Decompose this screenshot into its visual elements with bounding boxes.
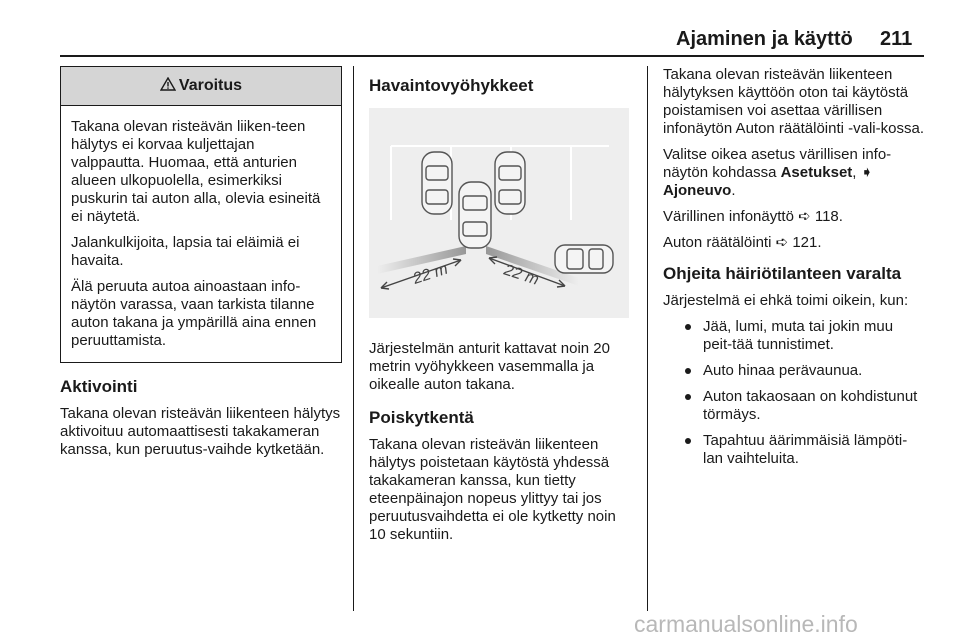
reference-page: 121 — [792, 234, 818, 251]
list-item: Tapahtuu äärimmäisiä lämpöti-lan vaihteluita. — [663, 432, 925, 468]
menu-settings-label: Asetukset — [780, 164, 853, 181]
warning-body — [61, 106, 341, 362]
page-number: 211 — [880, 28, 913, 50]
detection-caption: Järjestelmän anturit kattavat noin 20 metrin vyöhykkeen vasemmalla ja oikealle auton takana. — [369, 340, 610, 393]
middle-column — [369, 66, 635, 552]
settings-path-paragraph — [663, 146, 925, 200]
reference-color-display — [663, 208, 925, 226]
detection-heading: Havaintovyöhykkeet — [369, 76, 534, 95]
right-distance-label: 22 m — [501, 261, 541, 289]
list-item: Jää, lumi, muta tai jokin muu peit-tää tunnistimet. — [663, 318, 925, 354]
column-divider-right — [647, 66, 648, 611]
warning-paragraph: Jalankulkijoita, lapsia tai eläimiä ei havaita. — [71, 234, 300, 269]
troubleshoot-list — [663, 318, 925, 468]
menu-arrow-icon: ➧ — [860, 164, 874, 181]
reference-page: 118 — [814, 208, 839, 225]
menu-vehicle-label: Ajoneuvo — [663, 182, 732, 199]
right-column — [663, 66, 925, 476]
page-ref-arrow-icon: ➪ — [798, 208, 811, 225]
column-divider-left — [353, 66, 354, 611]
separator: , — [852, 164, 861, 181]
list-item: Auton takaosaan on kohdistunut törmäys. — [663, 388, 925, 424]
watermark: carmanualsonline.info — [634, 611, 858, 637]
period: . — [838, 208, 843, 225]
left-column — [60, 66, 342, 467]
chapter-title: Ajaminen ja käyttö — [676, 28, 853, 50]
warning-paragraph: Takana olevan risteävän liiken-teen hälytys ei korvaa kuljettajan valppautta. Huomaa, että anturien alueen ulkopuolella, esimerkiksi puskurin tai auton alla, olevia esineitä ei näytetä. — [71, 118, 321, 225]
deactivation-text: Takana olevan risteävän liikenteen hälytys poistetaan käytöstä yhdessä takakameran kanssa, kun tietty eteenpäinajon nopeus ylittyy tai jos peruutusvaihdetta ei ole kytketty noin 10 sekuntiin. — [369, 436, 616, 543]
page-ref-arrow-icon: ➪ — [775, 234, 789, 251]
activation-text: Takana olevan risteävän liikenteen hälytys aktivoituu automaattisesti takakameran kanssa, kun peruutus-vaihde kytketään. — [60, 405, 341, 458]
troubleshoot-intro: Järjestelmä ei ehkä toimi oikein, kun: — [663, 292, 909, 309]
activation-heading: Aktivointi — [60, 377, 138, 396]
settings-path-text: Valitse oikea asetus värillisen info-näytön kohdassa — [663, 146, 892, 181]
header-rule — [60, 55, 924, 57]
deactivation-heading: Poiskytkentä — [369, 408, 474, 427]
warning-triangle-icon — [160, 77, 176, 96]
warning-title: Varoitus — [178, 77, 243, 94]
detection-zone-figure — [369, 108, 629, 318]
warning-paragraph: Älä peruuta autoa ainoastaan info-näytön varassa, vaan tarkista tilanne auton takana ja ympärillä aina ennen peruuttamista. — [71, 278, 317, 349]
period: . — [817, 234, 822, 251]
left-distance-label: 22 m — [410, 260, 451, 288]
warning-header — [61, 67, 341, 106]
reference-text: Auton räätälöinti — [663, 234, 772, 251]
warning-box — [60, 66, 342, 363]
reference-personalization — [663, 234, 925, 252]
settings-paragraph: Takana olevan risteävän liikenteen hälytyksen käyttöön oton tai käytöstä poistamisen voi asettaa värillisen infonäytön Auton räätälöinti -vali-kossa. — [663, 66, 924, 137]
list-item: Auto hinaa perävaunua. — [663, 362, 925, 380]
troubleshoot-heading: Ohjeita häiriötilanteen varalta — [663, 264, 902, 283]
reference-text: Värillinen infonäyttö — [663, 208, 794, 225]
period: . — [731, 182, 736, 199]
